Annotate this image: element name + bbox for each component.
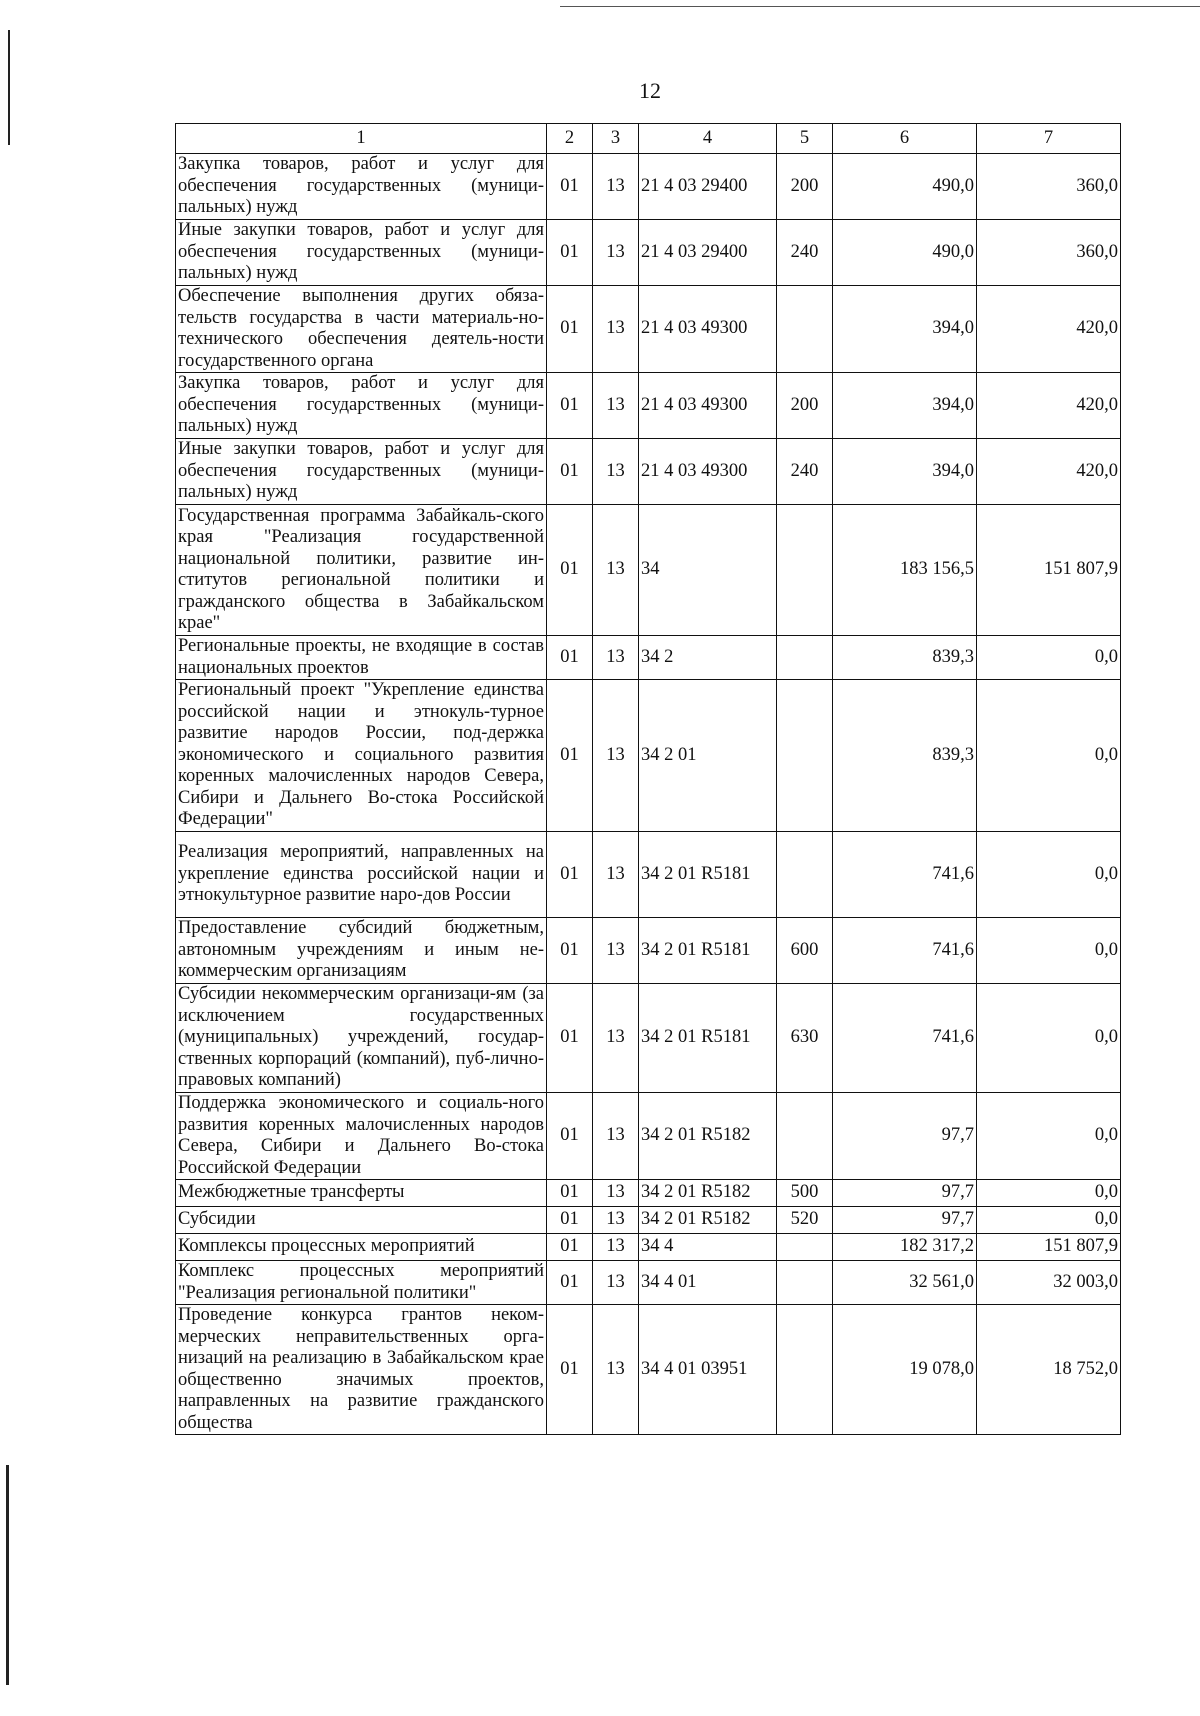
row-description: Закупка товаров, работ и услуг для обеспечения государственных (муници-пальных) нужд <box>176 373 547 439</box>
section-code: 01 <box>547 1234 593 1261</box>
amount-year-1: 839,3 <box>833 680 977 832</box>
amount-year-1: 182 317,2 <box>833 1234 977 1261</box>
row-description: Региональный проект "Укрепление единства российской нации и этнокуль-турное развитие народов России, под-держка экономического и социального развития коренных малочисленных народов Севера, Сибири и Дальнего Во-стока Российской Федерации" <box>176 680 547 832</box>
table-row <box>176 373 1121 439</box>
header-cell: 2 <box>547 124 593 154</box>
section-code: 01 <box>547 984 593 1093</box>
section-code: 01 <box>547 1305 593 1435</box>
amount-year-1: 97,7 <box>833 1207 977 1234</box>
section-code: 01 <box>547 1180 593 1207</box>
target-article-code: 34 2 01 R5182 <box>639 1093 777 1180</box>
expense-type-code <box>777 286 833 373</box>
row-description: Региональные проекты, не входящие в состав национальных проектов <box>176 636 547 680</box>
subsection-code: 13 <box>593 1305 639 1435</box>
section-code: 01 <box>547 154 593 220</box>
row-description: Поддержка экономического и социаль-ного развития коренных малочисленных народов Севера, Сибири и Дальнего Во-стока Российской Федерации <box>176 1093 547 1180</box>
target-article-code: 21 4 03 29400 <box>639 154 777 220</box>
scan-edge-mark <box>6 1465 9 1685</box>
target-article-code: 34 2 01 <box>639 680 777 832</box>
row-description: Реализация мероприятий, направленных на укрепление единства российской нации и этнокультурное развитие наро-дов России <box>176 832 547 918</box>
expense-type-code: 240 <box>777 439 833 505</box>
amount-year-2: 18 752,0 <box>977 1305 1121 1435</box>
amount-year-2: 0,0 <box>977 1207 1121 1234</box>
expense-type-code <box>777 1261 833 1305</box>
amount-year-2: 420,0 <box>977 439 1121 505</box>
table-row <box>176 918 1121 984</box>
section-code: 01 <box>547 373 593 439</box>
table-row <box>176 1234 1121 1261</box>
row-description: Субсидии <box>176 1207 547 1234</box>
section-code: 01 <box>547 680 593 832</box>
table-row <box>176 984 1121 1093</box>
expense-type-code <box>777 505 833 636</box>
target-article-code: 34 2 01 R5181 <box>639 984 777 1093</box>
row-description: Иные закупки товаров, работ и услуг для обеспечения государственных (муници-пальных) нужд <box>176 439 547 505</box>
subsection-code: 13 <box>593 1093 639 1180</box>
amount-year-2: 151 807,9 <box>977 1234 1121 1261</box>
amount-year-1: 97,7 <box>833 1093 977 1180</box>
amount-year-2: 0,0 <box>977 1093 1121 1180</box>
table-body <box>176 154 1121 1435</box>
table-row <box>176 439 1121 505</box>
amount-year-1: 394,0 <box>833 373 977 439</box>
header-cell: 4 <box>639 124 777 154</box>
expense-type-code: 200 <box>777 373 833 439</box>
amount-year-2: 151 807,9 <box>977 505 1121 636</box>
subsection-code: 13 <box>593 439 639 505</box>
section-code: 01 <box>547 918 593 984</box>
target-article-code: 34 2 01 R5181 <box>639 918 777 984</box>
expense-type-code <box>777 1234 833 1261</box>
expense-type-code: 500 <box>777 1180 833 1207</box>
amount-year-1: 741,6 <box>833 918 977 984</box>
row-description: Предоставление субсидий бюджетным, автономным учреждениям и иным не-коммерческим организациям <box>176 918 547 984</box>
amount-year-2: 0,0 <box>977 832 1121 918</box>
scan-edge-mark <box>8 30 10 145</box>
expense-type-code: 600 <box>777 918 833 984</box>
amount-year-1: 741,6 <box>833 984 977 1093</box>
target-article-code: 34 4 01 <box>639 1261 777 1305</box>
subsection-code: 13 <box>593 220 639 286</box>
row-description: Межбюджетные трансферты <box>176 1180 547 1207</box>
row-description: Закупка товаров, работ и услуг для обеспечения государственных (муници-пальных) нужд <box>176 154 547 220</box>
amount-year-2: 0,0 <box>977 680 1121 832</box>
amount-year-1: 183 156,5 <box>833 505 977 636</box>
amount-year-1: 394,0 <box>833 286 977 373</box>
header-cell: 1 <box>176 124 547 154</box>
page-number: 12 <box>639 78 661 103</box>
expense-type-code <box>777 832 833 918</box>
section-code: 01 <box>547 1207 593 1234</box>
amount-year-2: 32 003,0 <box>977 1261 1121 1305</box>
expense-type-code: 520 <box>777 1207 833 1234</box>
amount-year-2: 420,0 <box>977 286 1121 373</box>
table-row <box>176 1207 1121 1234</box>
table-row <box>176 220 1121 286</box>
section-code: 01 <box>547 636 593 680</box>
subsection-code: 13 <box>593 1234 639 1261</box>
amount-year-2: 420,0 <box>977 373 1121 439</box>
table-row <box>176 832 1121 918</box>
amount-year-1: 32 561,0 <box>833 1261 977 1305</box>
header-cell: 3 <box>593 124 639 154</box>
table-row <box>176 1180 1121 1207</box>
amount-year-1: 490,0 <box>833 220 977 286</box>
amount-year-2: 360,0 <box>977 154 1121 220</box>
table-row <box>176 636 1121 680</box>
amount-year-2: 360,0 <box>977 220 1121 286</box>
table-row <box>176 1261 1121 1305</box>
section-code: 01 <box>547 1261 593 1305</box>
table-row <box>176 505 1121 636</box>
table-row <box>176 154 1121 220</box>
target-article-code: 34 <box>639 505 777 636</box>
section-code: 01 <box>547 1093 593 1180</box>
expense-type-code <box>777 1305 833 1435</box>
target-article-code: 34 2 <box>639 636 777 680</box>
row-description: Субсидии некоммерческим организаци-ям (за исключением государственных (муниципальных) учреждений, государ-ственных корпораций (компаний), пуб-лично-правовых компаний) <box>176 984 547 1093</box>
header-row <box>176 124 1121 154</box>
subsection-code: 13 <box>593 505 639 636</box>
target-article-code: 34 4 <box>639 1234 777 1261</box>
table-row <box>176 1093 1121 1180</box>
table-row <box>176 286 1121 373</box>
expense-type-code <box>777 636 833 680</box>
section-code: 01 <box>547 439 593 505</box>
table-row <box>176 680 1121 832</box>
amount-year-1: 741,6 <box>833 832 977 918</box>
target-article-code: 21 4 03 29400 <box>639 220 777 286</box>
amount-year-1: 97,7 <box>833 1180 977 1207</box>
target-article-code: 21 4 03 49300 <box>639 439 777 505</box>
expense-type-code: 240 <box>777 220 833 286</box>
scan-edge-mark <box>560 6 1200 7</box>
expense-type-code <box>777 680 833 832</box>
budget-table <box>175 123 1121 1435</box>
subsection-code: 13 <box>593 636 639 680</box>
subsection-code: 13 <box>593 832 639 918</box>
target-article-code: 34 2 01 R5182 <box>639 1180 777 1207</box>
subsection-code: 13 <box>593 1207 639 1234</box>
section-code: 01 <box>547 505 593 636</box>
subsection-code: 13 <box>593 1180 639 1207</box>
expense-type-code: 630 <box>777 984 833 1093</box>
expense-type-code: 200 <box>777 154 833 220</box>
target-article-code: 34 2 01 R5182 <box>639 1207 777 1234</box>
amount-year-1: 490,0 <box>833 154 977 220</box>
subsection-code: 13 <box>593 918 639 984</box>
target-article-code: 21 4 03 49300 <box>639 373 777 439</box>
section-code: 01 <box>547 286 593 373</box>
section-code: 01 <box>547 220 593 286</box>
subsection-code: 13 <box>593 373 639 439</box>
subsection-code: 13 <box>593 1261 639 1305</box>
target-article-code: 34 4 01 03951 <box>639 1305 777 1435</box>
header-cell: 5 <box>777 124 833 154</box>
amount-year-1: 839,3 <box>833 636 977 680</box>
subsection-code: 13 <box>593 984 639 1093</box>
row-description: Государственная программа Забайкаль-ского края "Реализация государственной национальной политики, развитие ин-ститутов региональной политики и гражданского общества в Забайкальском крае" <box>176 505 547 636</box>
row-description: Комплексы процессных мероприятий <box>176 1234 547 1261</box>
header-cell: 6 <box>833 124 977 154</box>
section-code: 01 <box>547 832 593 918</box>
subsection-code: 13 <box>593 680 639 832</box>
subsection-code: 13 <box>593 286 639 373</box>
amount-year-2: 0,0 <box>977 636 1121 680</box>
amount-year-2: 0,0 <box>977 984 1121 1093</box>
amount-year-1: 19 078,0 <box>833 1305 977 1435</box>
row-description: Проведение конкурса грантов неком-мерческих неправительственных орга-низаций на реализацию в Забайкальском крае общественно значимых проектов, направленных на развитие гражданского общества <box>176 1305 547 1435</box>
expense-type-code <box>777 1093 833 1180</box>
amount-year-2: 0,0 <box>977 1180 1121 1207</box>
row-description: Иные закупки товаров, работ и услуг для обеспечения государственных (муници-пальных) нужд <box>176 220 547 286</box>
target-article-code: 34 2 01 R5181 <box>639 832 777 918</box>
table-row <box>176 1305 1121 1435</box>
amount-year-2: 0,0 <box>977 918 1121 984</box>
amount-year-1: 394,0 <box>833 439 977 505</box>
target-article-code: 21 4 03 49300 <box>639 286 777 373</box>
row-description: Обеспечение выполнения других обяза-тельств государства в части материаль-но-технического обеспечения деятель-ности государственного органа <box>176 286 547 373</box>
row-description: Комплекс процессных мероприятий "Реализация региональной политики" <box>176 1261 547 1305</box>
subsection-code: 13 <box>593 154 639 220</box>
header-cell: 7 <box>977 124 1121 154</box>
